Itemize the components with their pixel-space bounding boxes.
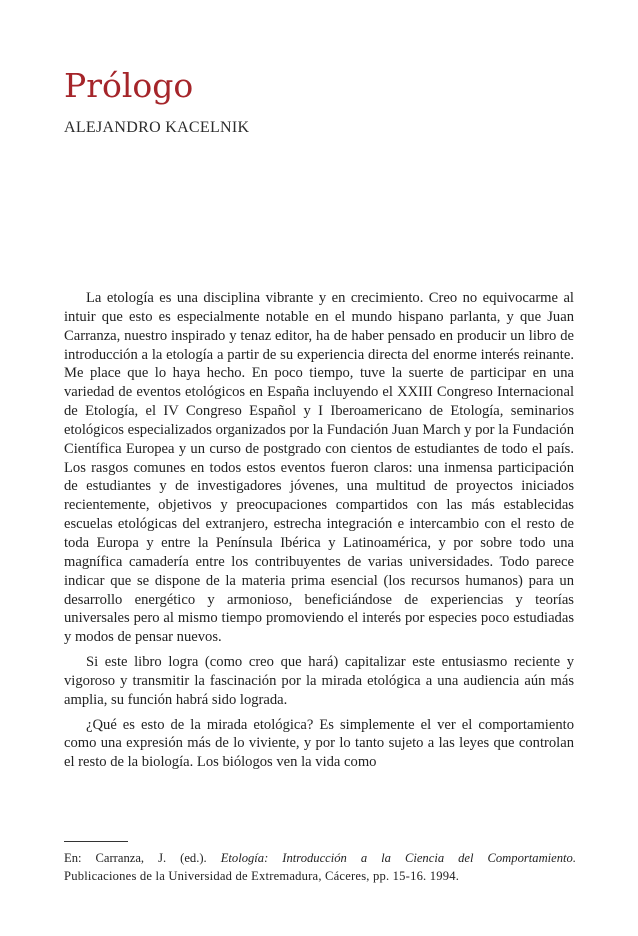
chapter-author: ALEJANDRO KACELNIK [64,119,250,136]
footnote-separator [64,841,128,842]
footnote-prefix: En: Carranza, J. (ed.). [64,851,221,865]
footnote-book-title: Etología: Introducción a la Ciencia del Comportamiento. [220,851,576,865]
body-paragraph-2: Si este libro logra (como creo que hará) capitalizar este entusiasmo reciente y vigoroso y transmitir la fascinación por la mirada etológica a una audiencia aún más amplia, su función habrá sido lograda. [64,654,574,708]
footnote-publisher: Publicaciones de la Universidad de Extremadura, Cáceres, pp. 15-16. 1994. [64,869,460,883]
body-text [64,289,574,778]
chapter-title: Prólogo [64,66,194,105]
footnote [64,849,576,885]
body-paragraph-1: La etología es una disciplina vibrante y en crecimiento. Creo no equivocarme al intuir que esto es especialmente notable en el mundo hispano parlanta, y que Juan Carranza, nuestro inspirado y tenaz editor, ha de haber pensado en producir un libro de introducción a la etología a partir de su experiencia directa del enorme interés reinante. Me place que lo haya hecho. En poco tiempo, tuve la suerte de participar en una variedad de eventos etológicos en España incluyendo el XXIII Congreso Internacional de Etología, el IV Congreso Español y I Iberoamericano de Etología, seminarios etológicos especializados organizados por la Fundación Juan March y por la Fundación Científica Europea y un curso de postgrado con cientos de estudiantes de todo el país. Los rasgos comunes en todos estos eventos fueron claros: una inmensa participación de estudiantes y de investigadores jóvenes, una multitud de proyectos iniciados recientemente, objetivos y preocupaciones compartidos con las más establecidas escuelas etológicas del extranjero, estrecha integración e intercambio con el resto de toda Europa y entre la Península Ibérica y Latinoamérica, y por sobre todo una magnífica camadería entre los contribuyentes de varias universidades. Todo parece indicar que se dispone de la materia prima esencial (los recursos humanos) para un desarrollo energético y armonioso, beneficiándose de experiencias y teorías universales pero al mismo tiempo promoviendo el interés por especies poco estudiadas y modos de pensar nuevos. [64,290,574,646]
body-paragraph-3: ¿Qué es esto de la mirada etológica? Es simplemente el ver el comportamiento como una expresión más de lo viviente, y por lo tanto sujeto a las leyes que controlan el resto de la biología. Los biólogos ven la vida como [64,716,574,771]
footnote-citation-line [64,849,576,867]
